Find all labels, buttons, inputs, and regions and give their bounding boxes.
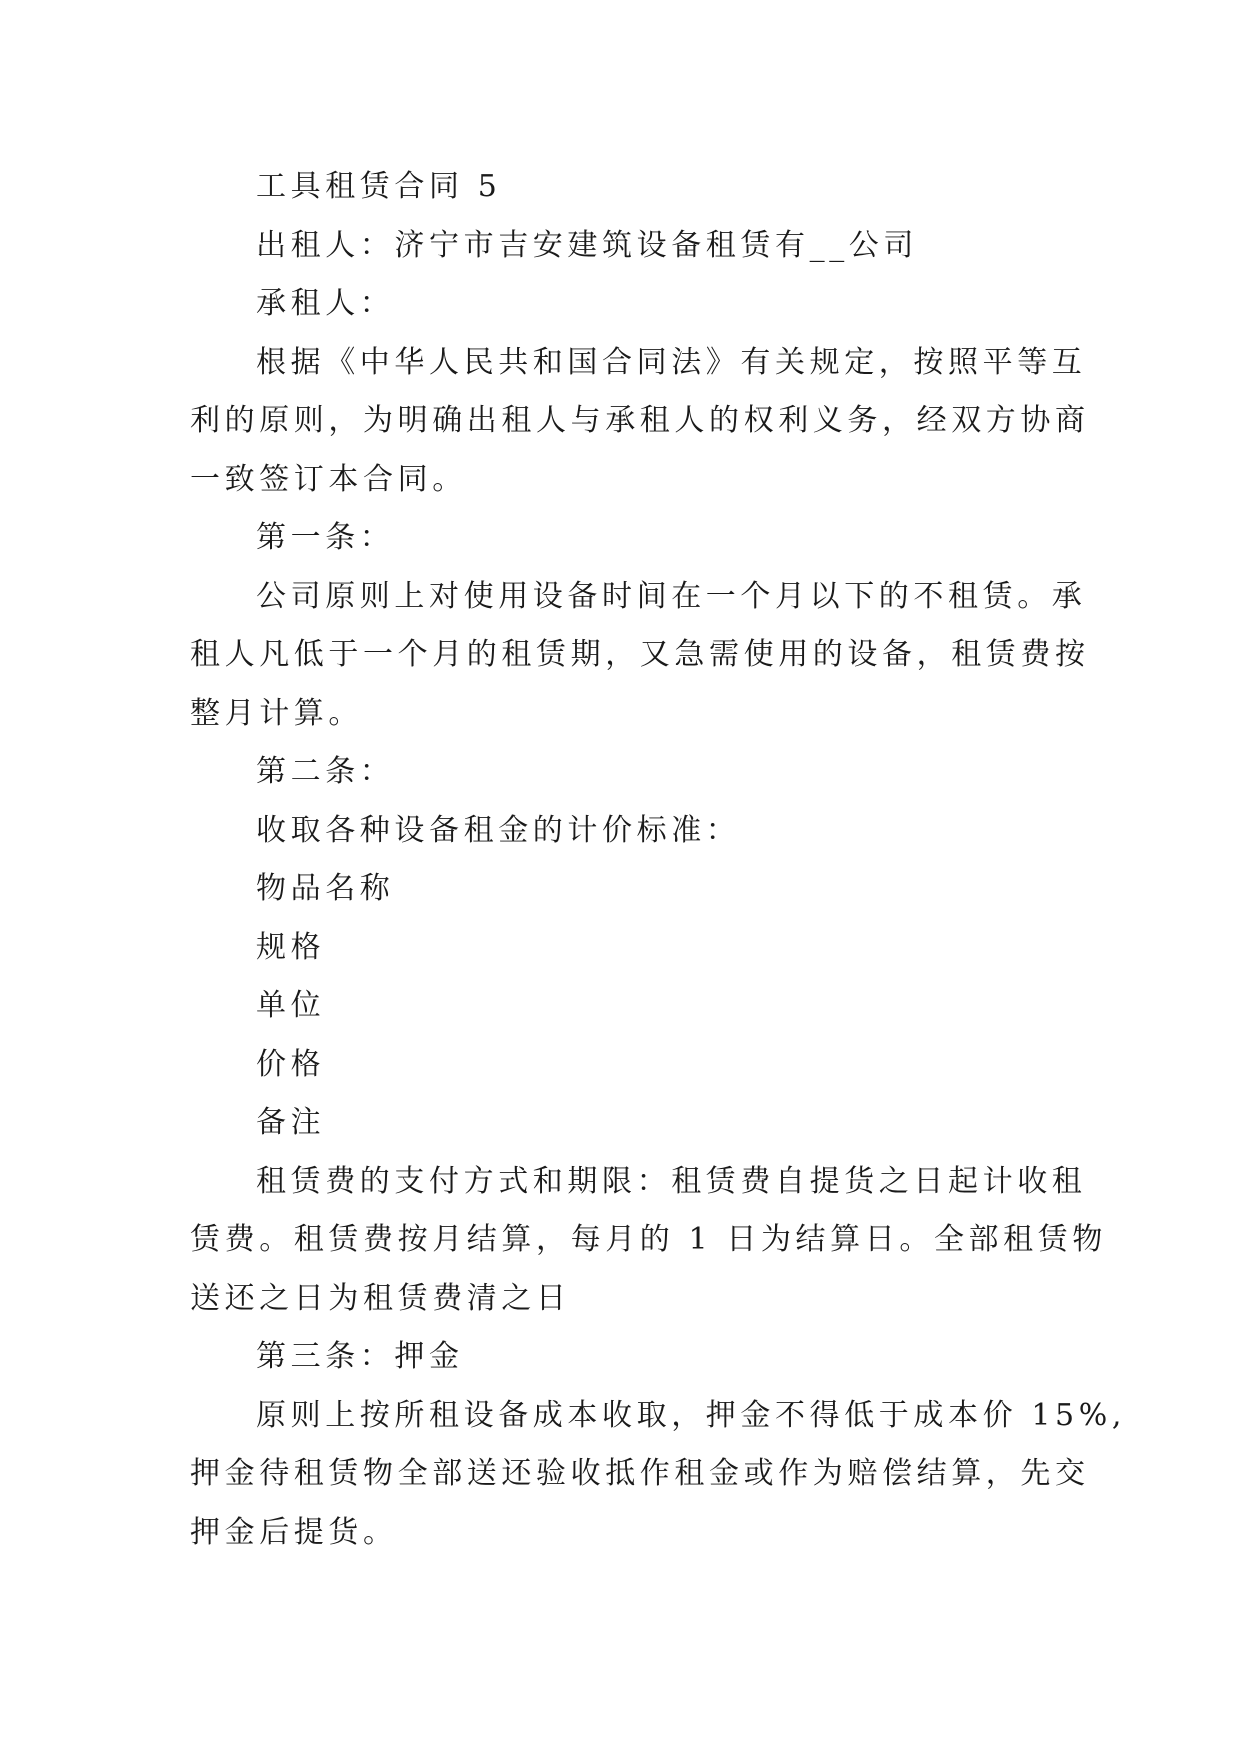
lessee-line: 承租人：: [256, 286, 395, 321]
paragraph-line: 送还之日为租赁费清之日: [190, 1280, 571, 1316]
field-remarks: 备注: [256, 1105, 326, 1140]
paragraph-line: 押金待租赁物全部送还验收抵作租金或作为赔偿结算，先交: [190, 1456, 1090, 1491]
field-item-name: 物品名称: [256, 871, 395, 906]
paragraph-line: 一致签订本合同。: [190, 461, 467, 497]
paragraph-line: 押金后提货。: [190, 1514, 398, 1550]
field-spec: 规格: [256, 929, 326, 965]
document-title: 工具租赁合同 5: [256, 169, 502, 204]
paragraph-line: 公司原则上对使用设备时间在一个月以下的不租赁。承: [256, 578, 1087, 614]
paragraph-line: 原则上按所租设备成本收取，押金不得低于成本价 15%,: [256, 1397, 1126, 1433]
article2-heading: 第二条：: [256, 754, 395, 789]
article1-heading: 第一条：: [256, 520, 395, 555]
article2-intro: 收取各种设备租金的计价标准：: [256, 812, 741, 848]
price-table-fields: [190, 860, 1056, 1153]
paragraph-line: 利的原则，为明确出租人与承租人的权利义务，经双方协商: [190, 403, 1090, 438]
paragraph-line: 租赁费的支付方式和期限：租赁费自提货之日起计收租: [256, 1163, 1087, 1199]
document-body: [190, 158, 1126, 1562]
paragraph-line: 租人凡低于一个月的租赁期，又急需使用的设备，租赁费按: [190, 637, 1090, 672]
article3-paragraph: [190, 1387, 1126, 1563]
article1-paragraph: [190, 568, 1090, 744]
paragraph-line: 根据《中华人民共和国合同法》有关规定，按照平等互: [256, 344, 1087, 380]
field-unit: 单位: [256, 988, 326, 1023]
lessor-line: 出租人：济宁市吉安建筑设备租赁有__公司: [256, 227, 918, 263]
field-price: 价格: [256, 1046, 326, 1082]
article3-heading: 第三条：押金: [256, 1339, 464, 1374]
paragraph-line: 赁费。租赁费按月结算，每月的 1 日为结算日。全部租赁物: [190, 1222, 1107, 1257]
paragraph-line: 整月计算。: [190, 695, 363, 731]
payment-paragraph: [190, 1153, 1107, 1329]
intro-paragraph: [190, 334, 1090, 510]
